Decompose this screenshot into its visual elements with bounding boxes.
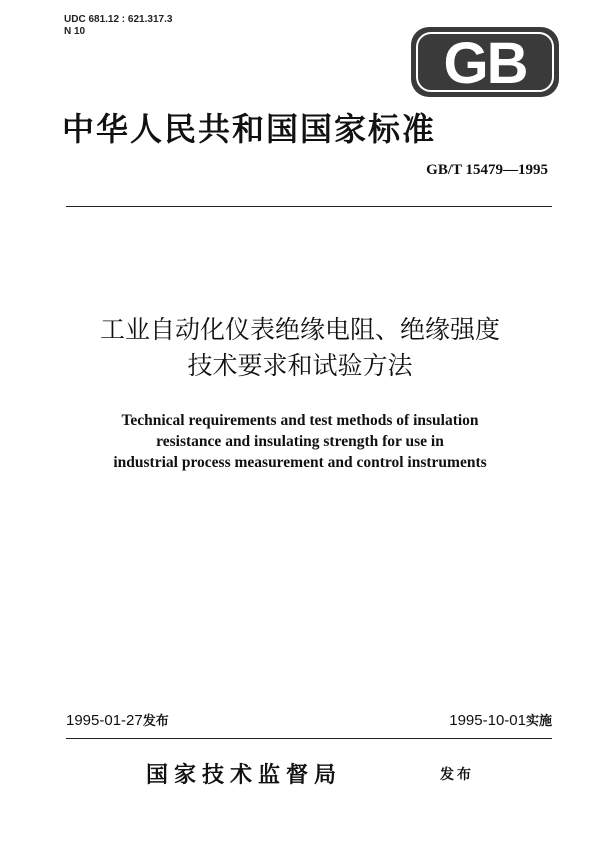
- classification-code: N 10: [64, 26, 86, 37]
- chinese-title-line-2: 技术要求和试验方法: [187, 351, 413, 380]
- english-title: [0, 410, 600, 473]
- udc-code: UDC 681.12 : 621.317.3: [64, 14, 173, 25]
- publish-date-block: [66, 710, 169, 729]
- top-divider: [66, 206, 552, 207]
- publish-date: 1995-01-27: [66, 712, 143, 729]
- standard-code: GB/T 15479—1995: [426, 162, 548, 178]
- issuer-suffix: 发布: [440, 767, 474, 783]
- chinese-title: [0, 312, 600, 384]
- national-standard-title: 中华人民共和国国家标准: [62, 110, 437, 148]
- bottom-divider: [66, 738, 552, 739]
- classification-block: [64, 14, 172, 38]
- effective-suffix: 实施: [525, 713, 552, 728]
- english-title-line-2: resistance and insulating strength for use in: [156, 433, 444, 450]
- effective-date: 1995-10-01: [449, 712, 526, 729]
- issuing-authority: 国家技术监督局: [146, 762, 343, 788]
- effective-date-block: [449, 710, 552, 729]
- gb-logo-text: GB: [443, 31, 527, 96]
- gb-logo-icon: [410, 26, 560, 98]
- english-title-line-1: Technical requirements and test methods of insulation: [121, 412, 479, 429]
- publish-suffix: 发布: [142, 713, 169, 728]
- chinese-title-line-1: 工业自动化仪表绝缘电阻、绝缘强度: [99, 315, 500, 344]
- english-title-line-3: industrial process measurement and control instruments: [113, 454, 487, 471]
